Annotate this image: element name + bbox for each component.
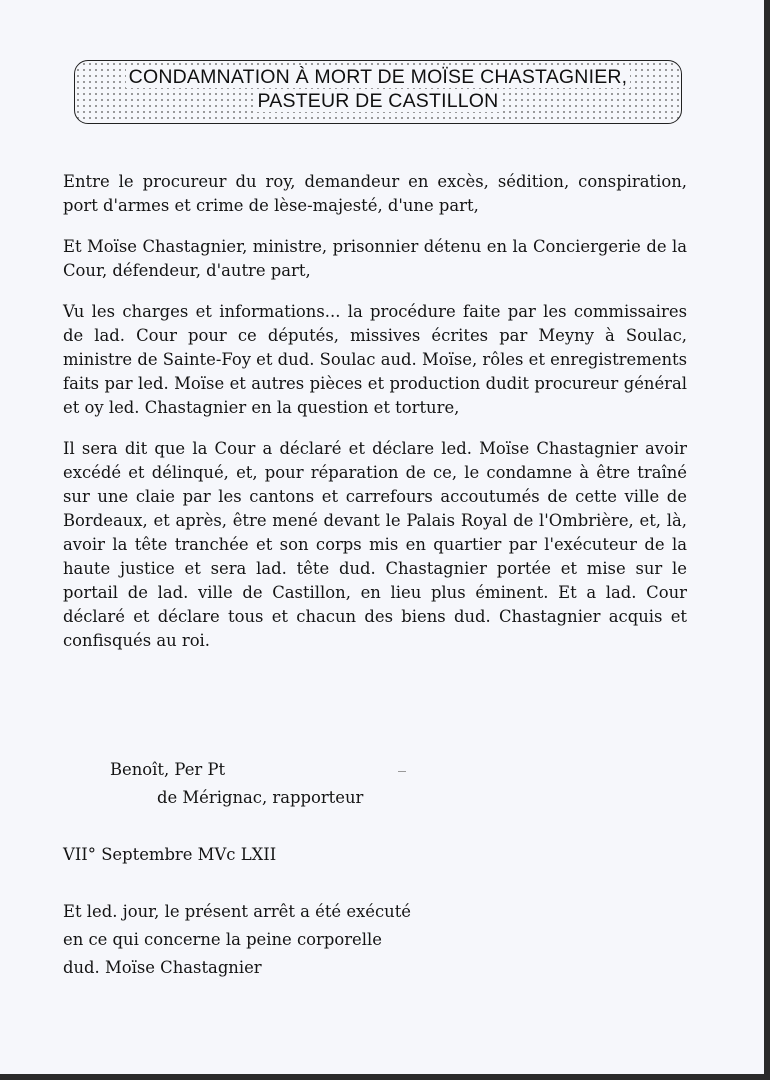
title-line-2	[75, 89, 681, 113]
title-banner	[74, 60, 682, 124]
title-line-1-text: CONDAMNATION À MORT DE MOÏSE CHASTAGNIER,	[126, 66, 631, 88]
execution-note-line-3: dud. Moïse Chastagnier	[63, 958, 262, 977]
document-body	[63, 170, 687, 670]
title-line-2-text: PASTEUR DE CASTILLON	[255, 90, 502, 112]
paragraph-evidence: Vu les charges et informations... la procédure faite par les commissaires de lad. Cour pour ce députés, missives écrites par Meyny à Soulac, ministre de Sainte-Foy et dud. Soulac aud. Moïse, rôles et enregistrements faits par led. Moïse et autres pièces et production dudit procureur général et oy led. Chastagnier en la question et torture,	[63, 302, 687, 417]
execution-note-line-1: Et led. jour, le présent arrêt a été exécuté	[63, 902, 412, 921]
scan-edge-right	[764, 0, 770, 1080]
execution-note-line-2: en ce qui concerne la peine corporelle	[63, 930, 382, 949]
divider-mark	[398, 771, 406, 772]
signature-rapporteur: de Mérignac, rapporteur	[157, 788, 364, 807]
signature-president: Benoît, Per Pt	[110, 760, 226, 779]
document-date: VII° Septembre MVc LXII	[63, 845, 277, 864]
paragraph-parties-defendant: Et Moïse Chastagnier, ministre, prisonnier détenu en la Conciergerie de la Cour, défendeur, d'autre part,	[63, 237, 687, 280]
paragraph-sentence: Il sera dit que la Cour a déclaré et déclare led. Moïse Chastagnier avoir excédé et délinqué, et, pour réparation de ce, le condamne à être traîné sur une claie par les cantons et carrefours accoutumés de cette ville de Bordeaux, et après, être mené devant le Palais Royal de l'Ombrière, et, là, avoir la tête tranchée et son corps mis en quartier par l'exécuteur de la haute justice et sera lad. tête dud. Chastagnier portée et mise sur le portail de lad. ville de Castillon, en lieu plus éminent. Et a lad. Cour déclaré et déclare tous et chacun des biens dud. Chastagnier acquis et confisqués au roi.	[63, 439, 687, 650]
paragraph-parties-prosecutor: Entre le procureur du roy, demandeur en excès, sédition, conspiration, port d'armes et crime de lèse-majesté, d'une part,	[63, 172, 687, 215]
scan-edge-bottom	[0, 1074, 770, 1080]
title-line-1	[75, 65, 681, 89]
